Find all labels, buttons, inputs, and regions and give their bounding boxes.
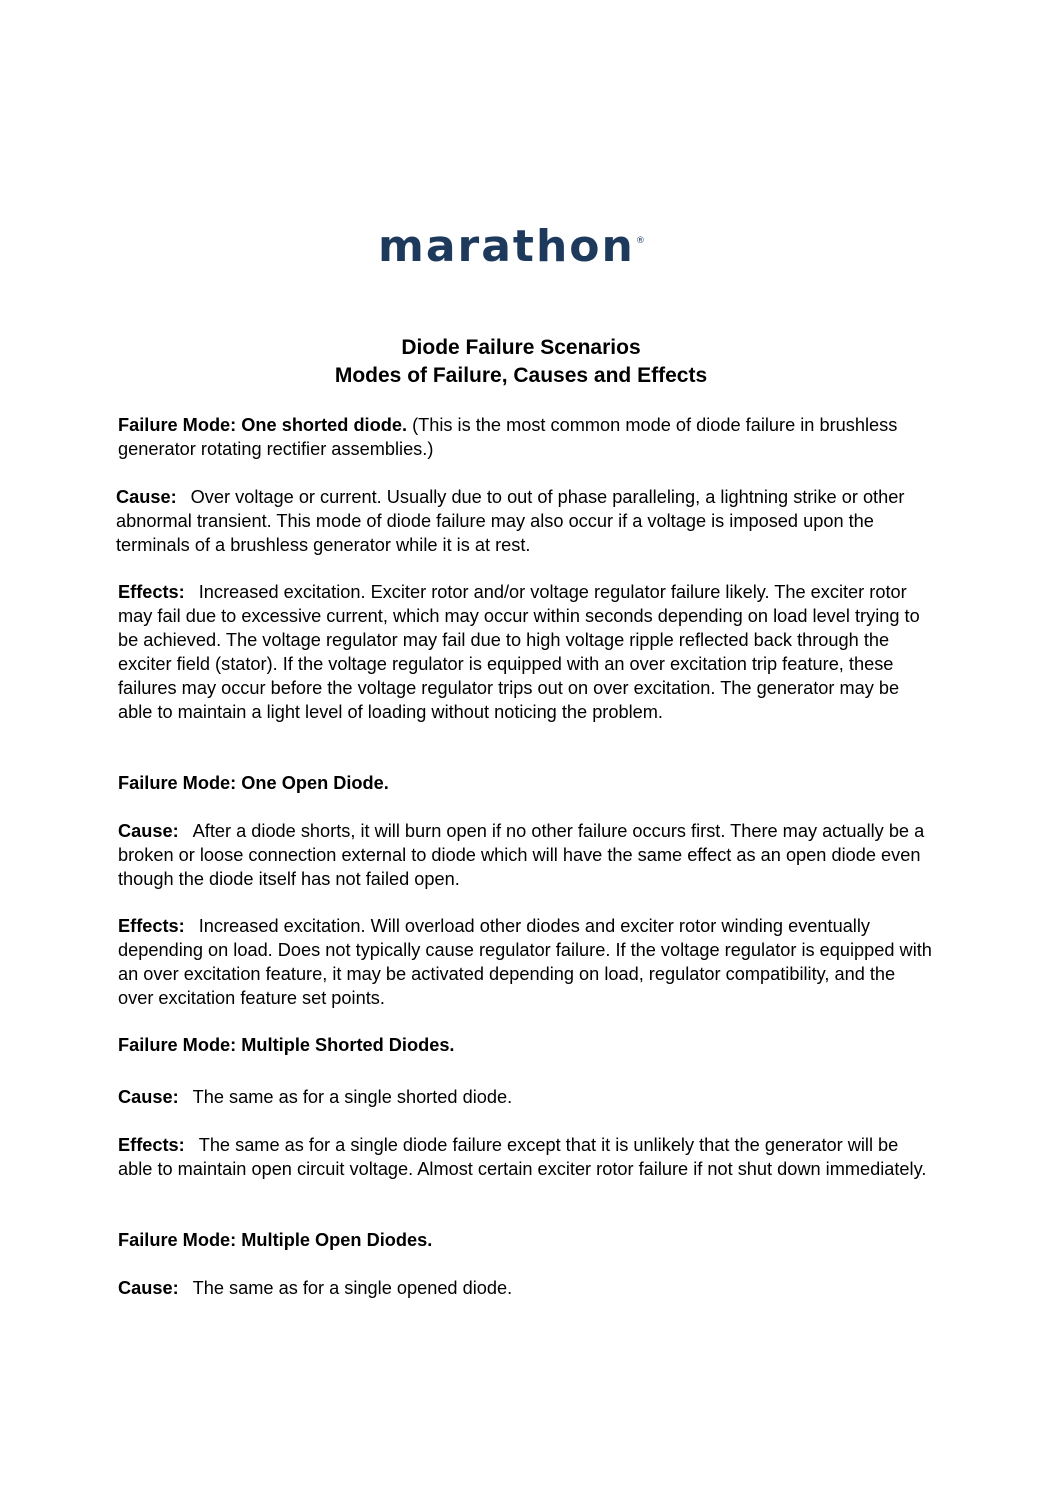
document-title: Diode Failure Scenarios bbox=[401, 336, 641, 359]
effects-text: The same as for a single diode failure except that it is unlikely that the generator will be able to maintain open circuit voltage. Almost certain exciter rotor failure if not shut down immediately. bbox=[118, 1135, 927, 1179]
effects-text: Increased excitation. Exciter rotor and/or voltage regulator failure likely. The exciter rotor may fail due to excessive current, which may occur within seconds depending on load level trying to be achieved. The voltage regulator may fail due to high voltage ripple reflected back through the exciter field (stator). If the voltage regulator is equipped with an over excitation trip feature, these failures may occur before the voltage regulator trips out on over excitation. The generator may be able to maintain a light level of loading without noticing the problem. bbox=[118, 582, 920, 722]
effects-label: Effects: bbox=[118, 1135, 185, 1155]
cause-paragraph bbox=[118, 1085, 933, 1109]
effects-label: Effects: bbox=[118, 916, 185, 936]
effects-paragraph bbox=[118, 580, 933, 724]
failure-mode-label: Failure Mode: One Open Diode. bbox=[118, 773, 389, 793]
failure-mode-paragraph bbox=[118, 771, 933, 795]
cause-label: Cause: bbox=[118, 1087, 179, 1107]
failure-mode-paragraph bbox=[118, 1033, 933, 1057]
document-subtitle: Modes of Failure, Causes and Effects bbox=[334, 364, 708, 387]
failure-mode-label: Failure Mode: Multiple Open Diodes. bbox=[118, 1230, 433, 1250]
marathon-logo bbox=[378, 222, 668, 272]
logo-wordmark: marathon bbox=[378, 221, 635, 272]
cause-paragraph bbox=[118, 819, 933, 891]
failure-mode-label: Failure Mode: Multiple Shorted Diodes. bbox=[118, 1035, 455, 1055]
cause-paragraph bbox=[118, 1276, 933, 1300]
effects-text: Increased excitation. Will overload other diodes and exciter rotor winding eventually depending on load. Does not typically cause regulator failure. If the voltage regulator is equipped with an over excitation feature, it may be activated depending on load, regulator compatibility, and the over excitation feature set points. bbox=[118, 916, 932, 1008]
failure-mode-paragraph bbox=[118, 1228, 933, 1252]
cause-label: Cause: bbox=[116, 487, 177, 507]
failure-mode-paragraph bbox=[118, 413, 933, 461]
effects-paragraph bbox=[118, 1133, 933, 1181]
failure-mode-label: Failure Mode: One shorted diode. bbox=[118, 415, 408, 435]
failure-mode-text: (This is the most common mode of diode failure in brushless generator rotating rectifier assemblies.) bbox=[118, 415, 898, 459]
cause-label: Cause: bbox=[118, 821, 179, 841]
effects-label: Effects: bbox=[118, 582, 185, 602]
cause-text: Over voltage or current. Usually due to out of phase paralleling, a lightning strike or other abnormal transient. This mode of diode failure may also occur if a voltage is imposed upon the terminals of a brushless generator while it is at rest. bbox=[116, 487, 905, 555]
cause-paragraph bbox=[116, 485, 931, 557]
cause-text: After a diode shorts, it will burn open if no other failure occurs first. There may actually be a broken or loose connection external to diode which will have the same effect as an open diode even though the diode itself has not failed open. bbox=[118, 821, 925, 889]
cause-text: The same as for a single opened diode. bbox=[192, 1278, 513, 1298]
registered-mark: ® bbox=[635, 236, 645, 246]
cause-text: The same as for a single shorted diode. bbox=[192, 1087, 513, 1107]
cause-label: Cause: bbox=[118, 1278, 179, 1298]
effects-paragraph bbox=[118, 914, 933, 1010]
